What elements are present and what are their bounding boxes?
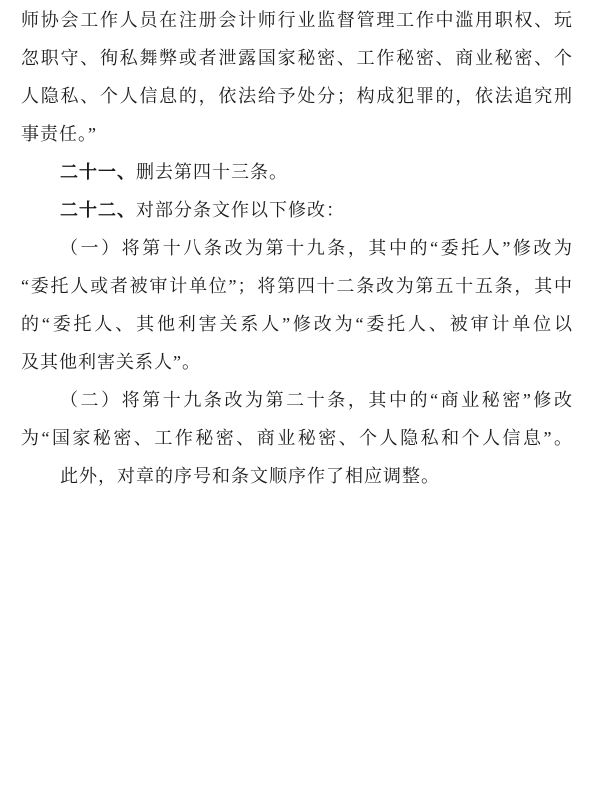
subitem-1-line-3: 的“委托人、其他利害关系人”修改为“委托人、被审计单位以: [21, 314, 573, 334]
paragraph-continuation-line-1: 师协会工作人员在注册会计师行业监督管理工作中滥用职权、玩: [21, 10, 573, 30]
subitem-2-line-1: （二）将第十九条改为第二十条，其中的“商业秘密”修改: [60, 390, 573, 410]
closing-note-line: 此外，对章的序号和条文顺序作了相应调整。: [60, 466, 440, 486]
subitem-1-line-4: 及其他利害关系人”。: [21, 352, 201, 372]
item-22-text: 对部分条文作以下修改：: [136, 200, 345, 220]
paragraph-continuation-line-4: 事责任。”: [21, 124, 97, 144]
item-21-line: [21, 153, 573, 191]
paragraph-continuation-line-3: 人隐私、个人信息的，依法给予处分；构成犯罪的，依法追究刑: [21, 86, 573, 106]
item-22-number: 二十二、: [60, 200, 136, 220]
subitem-2-line-2: 为“国家秘密、工作秘密、商业秘密、个人隐私和个人信息”。: [21, 428, 573, 448]
item-22-line: [21, 191, 573, 229]
subitem-1-line-1: （一）将第十八条改为第十九条，其中的“委托人”修改为: [60, 238, 573, 258]
item-21-number: 二十一、: [60, 162, 136, 182]
subitem-1-line-2: “委托人或者被审计单位”；将第四十二条改为第五十五条，其中: [21, 276, 573, 296]
item-21-text: 删去第四十三条。: [136, 162, 288, 182]
paragraph-continuation-line-2: 忽职守、徇私舞弊或者泄露国家秘密、工作秘密、商业秘密、个: [21, 48, 573, 68]
